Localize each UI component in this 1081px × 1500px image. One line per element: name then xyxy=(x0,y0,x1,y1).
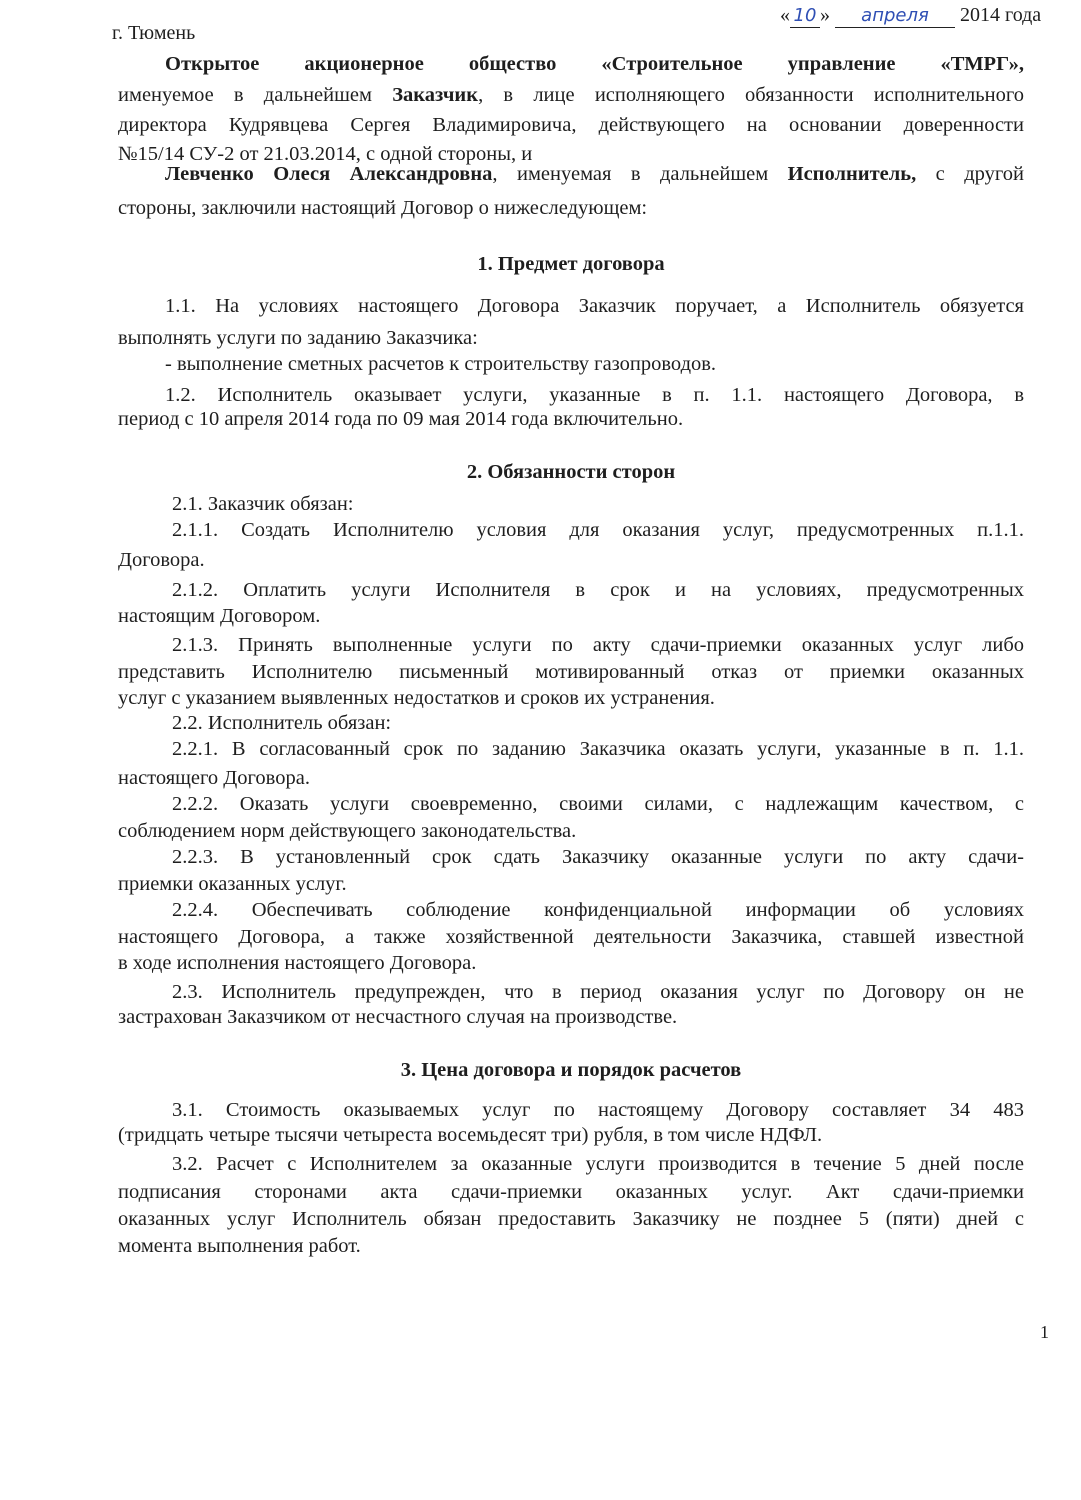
preamble-line xyxy=(165,52,1024,76)
section-1-line: 1.2. Исполнитель оказывает услуги, указанные в п. 1.1. настоящего Договора, в xyxy=(165,384,1024,406)
date-day-field xyxy=(790,4,820,28)
section-3-title: 3. Цена договора и порядок расчетов xyxy=(400,1059,742,1081)
preamble-text: с другой xyxy=(916,163,1024,185)
date-month-handwritten: апреля xyxy=(861,5,929,26)
section-2-title: 2. Обязанности сторон xyxy=(466,461,676,483)
section-3-line: подписания сторонами акта сдачи-приемки оказанных услуг. Акт сдачи-приемки xyxy=(118,1181,1024,1203)
page-number: 1 xyxy=(1040,1322,1049,1342)
section-2-line: настоящего Договора, а также хозяйственной деятельности Заказчика, ставшей известной xyxy=(118,926,1024,948)
section-2-line: 2.1.1. Создать Исполнителю условия для оказания услуг, предусмотренных п.1.1. xyxy=(172,519,1024,541)
customer-term: Заказчик xyxy=(392,84,479,106)
contract-date xyxy=(780,4,1041,28)
section-3-line: оказанных услуг Исполнитель обязан предоставить Заказчику не позднее 5 (пяти) дней с xyxy=(118,1208,1024,1230)
section-1-line: - выполнение сметных расчетов к строительству газопроводов. xyxy=(165,353,717,375)
city-label: г. Тюмень xyxy=(112,22,196,44)
section-3-line: 3.2. Расчет с Исполнителем за оказанные услуги производится в течение 5 дней после xyxy=(172,1153,1024,1175)
preamble-line: стороны, заключили настоящий Договор о нижеследующем: xyxy=(118,197,648,219)
section-2-line: настоящим Договором. xyxy=(118,605,321,627)
section-2-line: представить Исполнителю письменный мотивированный отказ от приемки оказанных xyxy=(118,661,1024,683)
section-2-line: 2.2.3. В установленный срок сдать Заказчику оказанные услуги по акту сдачи- xyxy=(172,846,1024,868)
section-2-line: застрахован Заказчиком от несчастного случая на производстве. xyxy=(118,1006,678,1028)
customer-company-name: Открытое акционерное общество «Строительное управление «ТМРГ», xyxy=(165,53,1024,75)
date-close-quote: » xyxy=(820,4,830,26)
section-3-line: (тридцать четыре тысячи четыреста восемьдесят три) рубля, в том числе НДФЛ. xyxy=(118,1124,823,1146)
section-2-line: в ходе исполнения настоящего Договора. xyxy=(118,952,477,974)
preamble-line: директора Кудрявцева Сергея Владимировича, действующего на основании доверенности xyxy=(118,114,1024,136)
section-2-line: 2.2.4. Обеспечивать соблюдение конфиденциальной информации об условиях xyxy=(172,899,1024,921)
date-day-handwritten: 10 xyxy=(793,5,817,26)
section-2-line: услуг с указанием выявленных недостатков и сроков их устранения. xyxy=(118,687,715,709)
section-2-line: 2.1. Заказчик обязан: xyxy=(172,493,354,515)
section-1-line: 1.1. На условиях настоящего Договора Заказчик поручает, а Исполнитель обязуется xyxy=(165,295,1024,317)
section-2-line: 2.2. Исполнитель обязан: xyxy=(172,712,392,734)
section-3-line: 3.1. Стоимость оказываемых услуг по настоящему Договору составляет 34 483 xyxy=(172,1099,1024,1121)
section-2-line: 2.1.3. Принять выполненные услуги по акту сдачи-приемки оказанных услуг либо xyxy=(172,634,1024,656)
date-month-field xyxy=(835,4,955,28)
section-1-line: выполнять услуги по заданию Заказчика: xyxy=(118,327,478,349)
section-1-title: 1. Предмет договора xyxy=(477,253,665,275)
section-1-line: период с 10 апреля 2014 года по 09 мая 2014 года включительно. xyxy=(118,408,684,430)
section-2-line: настоящего Договора. xyxy=(118,767,310,789)
preamble-line xyxy=(118,83,1024,107)
contractor-term: Исполнитель, xyxy=(787,163,917,185)
date-open-quote: « xyxy=(780,4,790,26)
preamble-text: именуемое в дальнейшем xyxy=(118,84,393,106)
section-2-line: Договора. xyxy=(118,549,205,571)
section-2-line: соблюдением норм действующего законодательства. xyxy=(118,820,577,842)
date-year: 2014 года xyxy=(960,4,1042,26)
preamble-text: , в лице исполняющего обязанности исполнительного xyxy=(478,84,1024,106)
section-2-line: 2.2.2. Оказать услуги своевременно, своими силами, с надлежащим качеством, с xyxy=(172,793,1024,815)
preamble-line: №15/14 СУ-2 от 21.03.2014, с одной стороны, и xyxy=(118,143,533,165)
section-2-line: приемки оказанных услуг. xyxy=(118,873,347,895)
section-2-line: 2.2.1. В согласованный срок по заданию Заказчика оказать услуги, указанные в п. 1.1. xyxy=(172,738,1024,760)
contractor-name: Левченко Олеся Александровна xyxy=(165,163,493,185)
preamble-text: , именуемая в дальнейшем xyxy=(492,163,788,185)
section-3-line: момента выполнения работ. xyxy=(118,1235,361,1257)
section-2-line: 2.3. Исполнитель предупрежден, что в период оказания услуг по Договору он не xyxy=(172,981,1024,1003)
preamble-line xyxy=(165,162,1024,186)
section-2-line: 2.1.2. Оплатить услуги Исполнителя в срок и на условиях, предусмотренных xyxy=(172,579,1024,601)
